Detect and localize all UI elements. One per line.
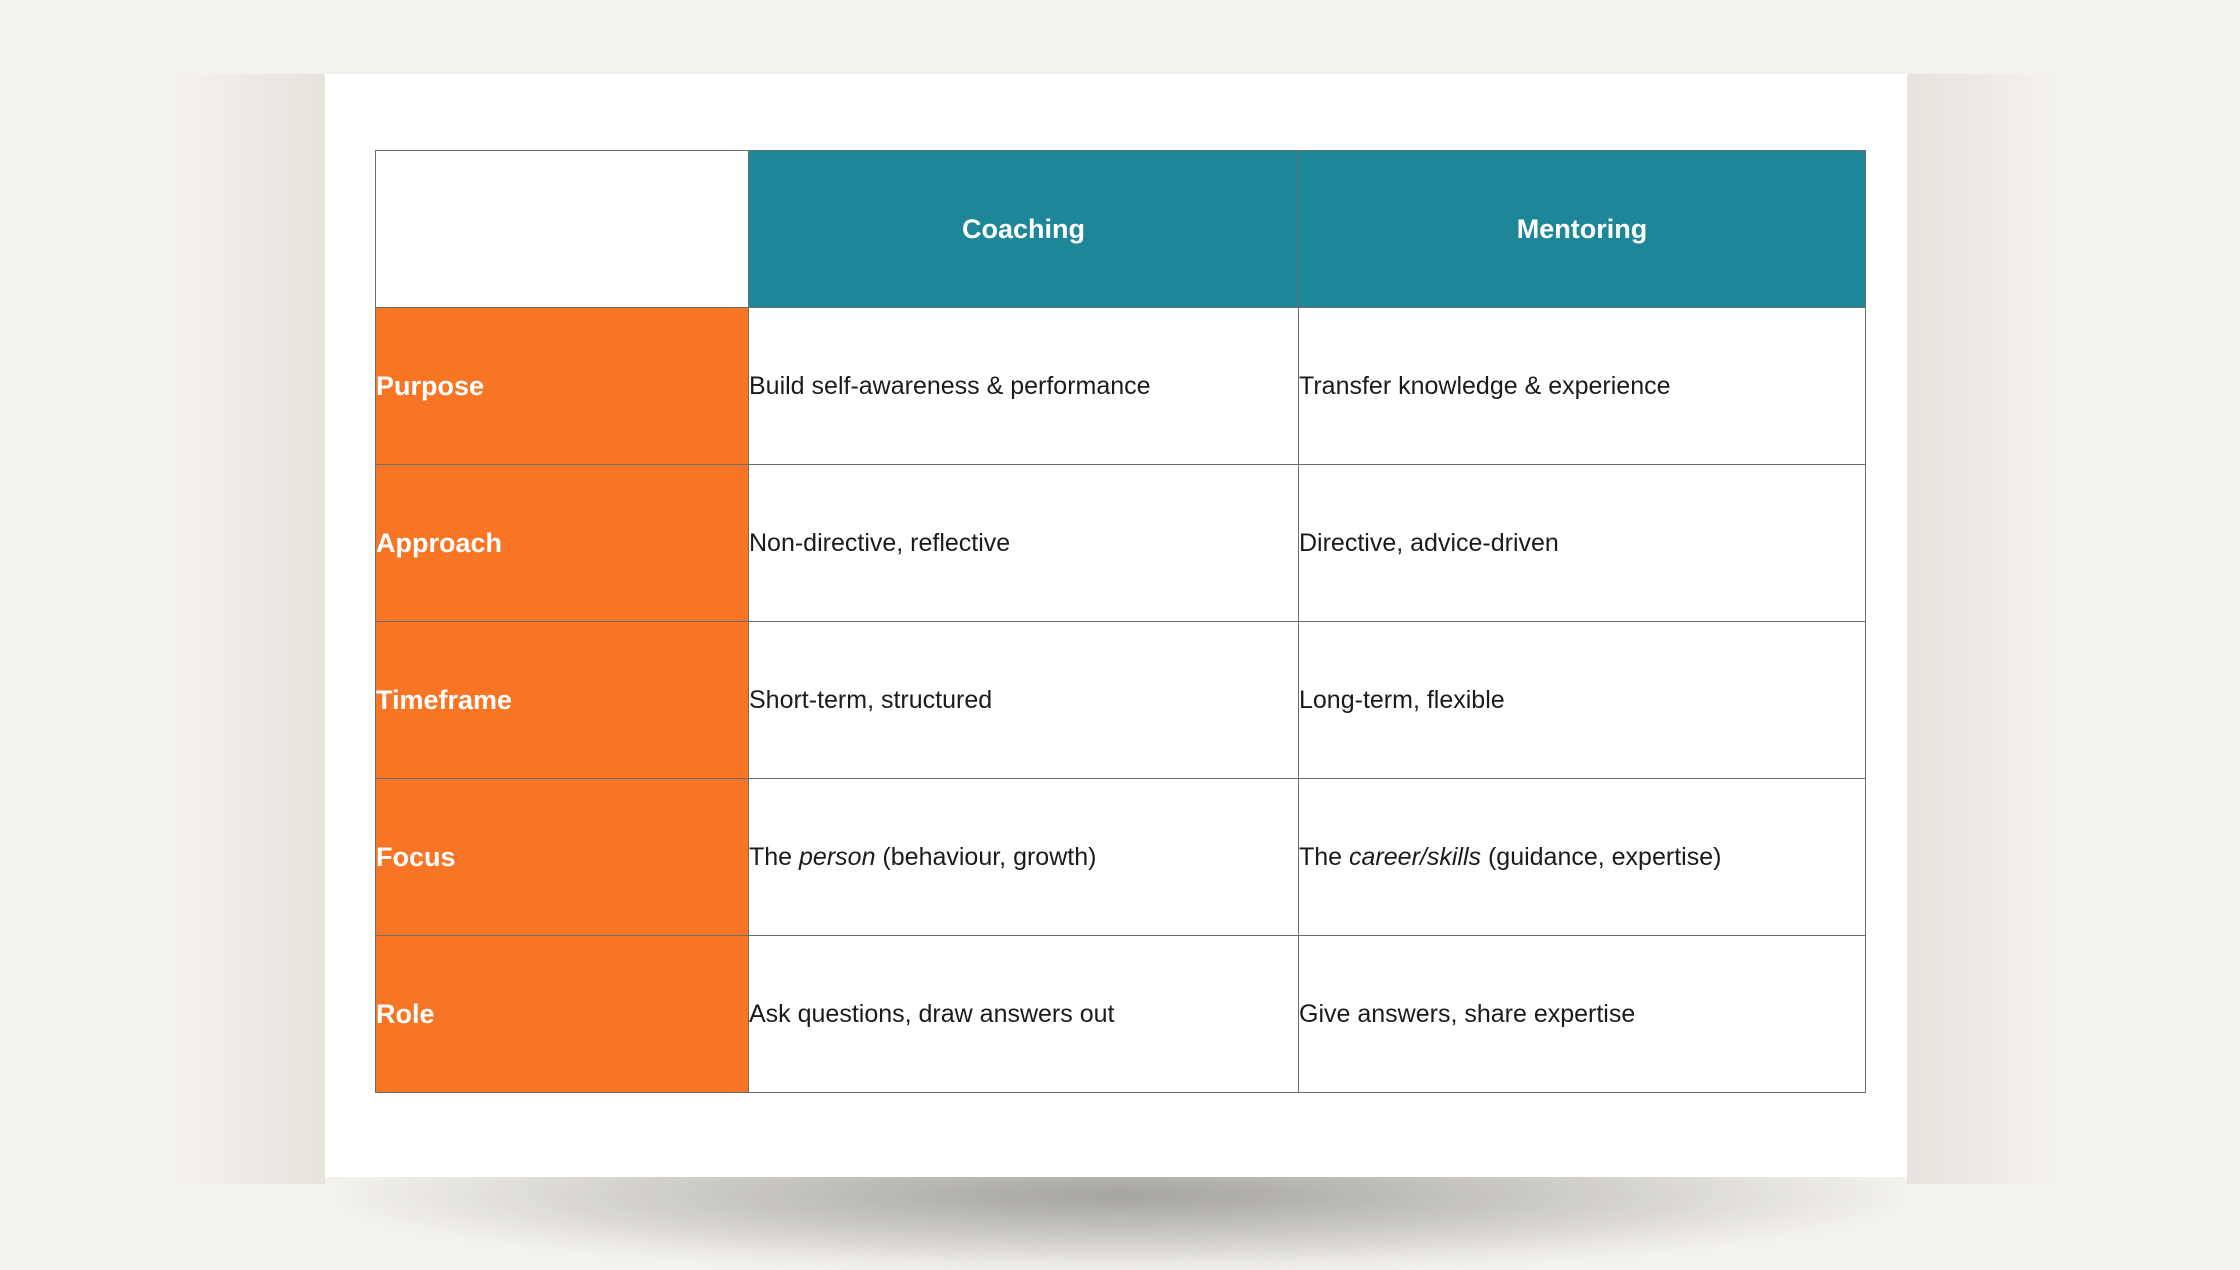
mentoring-cell-emphasis: career/skills <box>1349 842 1482 871</box>
row-header-timeframe: Timeframe <box>376 622 749 779</box>
comparison-table <box>375 150 1866 1093</box>
coaching-cell-emphasis: person <box>799 842 876 871</box>
mentoring-cell-text: Directive, advice-driven <box>1299 528 1559 557</box>
coaching-cell <box>749 465 1299 622</box>
coaching-cell-text: Non-directive, reflective <box>749 528 1011 557</box>
card-shadow-right <box>1907 74 2062 1184</box>
comparison-card <box>325 74 1907 1177</box>
row-header-focus: Focus <box>376 779 749 936</box>
corner-cell <box>376 151 749 308</box>
table-row <box>376 936 1866 1093</box>
mentoring-cell-text: Give answers, share expertise <box>1299 999 1636 1028</box>
row-header-approach: Approach <box>376 465 749 622</box>
mentoring-cell-text: Long-term, flexible <box>1299 685 1505 714</box>
coaching-cell <box>749 779 1299 936</box>
mentoring-cell-text-suffix: (guidance, expertise) <box>1481 842 1722 871</box>
header-row <box>376 151 1866 308</box>
coaching-cell <box>749 936 1299 1093</box>
row-header-purpose: Purpose <box>376 308 749 465</box>
coaching-cell <box>749 622 1299 779</box>
card-shadow-left <box>170 74 325 1184</box>
mentoring-cell <box>1299 936 1866 1093</box>
mentoring-cell-text: Transfer knowledge & experience <box>1299 371 1671 400</box>
table-row <box>376 308 1866 465</box>
row-header-role: Role <box>376 936 749 1093</box>
mentoring-cell-text: The <box>1299 842 1350 871</box>
mentoring-cell <box>1299 622 1866 779</box>
table-row <box>376 465 1866 622</box>
mentoring-cell <box>1299 308 1866 465</box>
column-header-mentoring: Mentoring <box>1299 151 1866 308</box>
mentoring-cell <box>1299 779 1866 936</box>
coaching-cell-text: Ask questions, draw answers out <box>749 999 1115 1028</box>
coaching-cell-text: Short-term, structured <box>749 685 993 714</box>
table-row <box>376 779 1866 936</box>
coaching-cell-text: The <box>749 842 800 871</box>
coaching-cell-text: Build self-awareness & performance <box>749 371 1151 400</box>
table-row <box>376 622 1866 779</box>
column-header-coaching: Coaching <box>749 151 1299 308</box>
coaching-cell-text-suffix: (behaviour, growth) <box>875 842 1097 871</box>
coaching-cell <box>749 308 1299 465</box>
mentoring-cell <box>1299 465 1866 622</box>
